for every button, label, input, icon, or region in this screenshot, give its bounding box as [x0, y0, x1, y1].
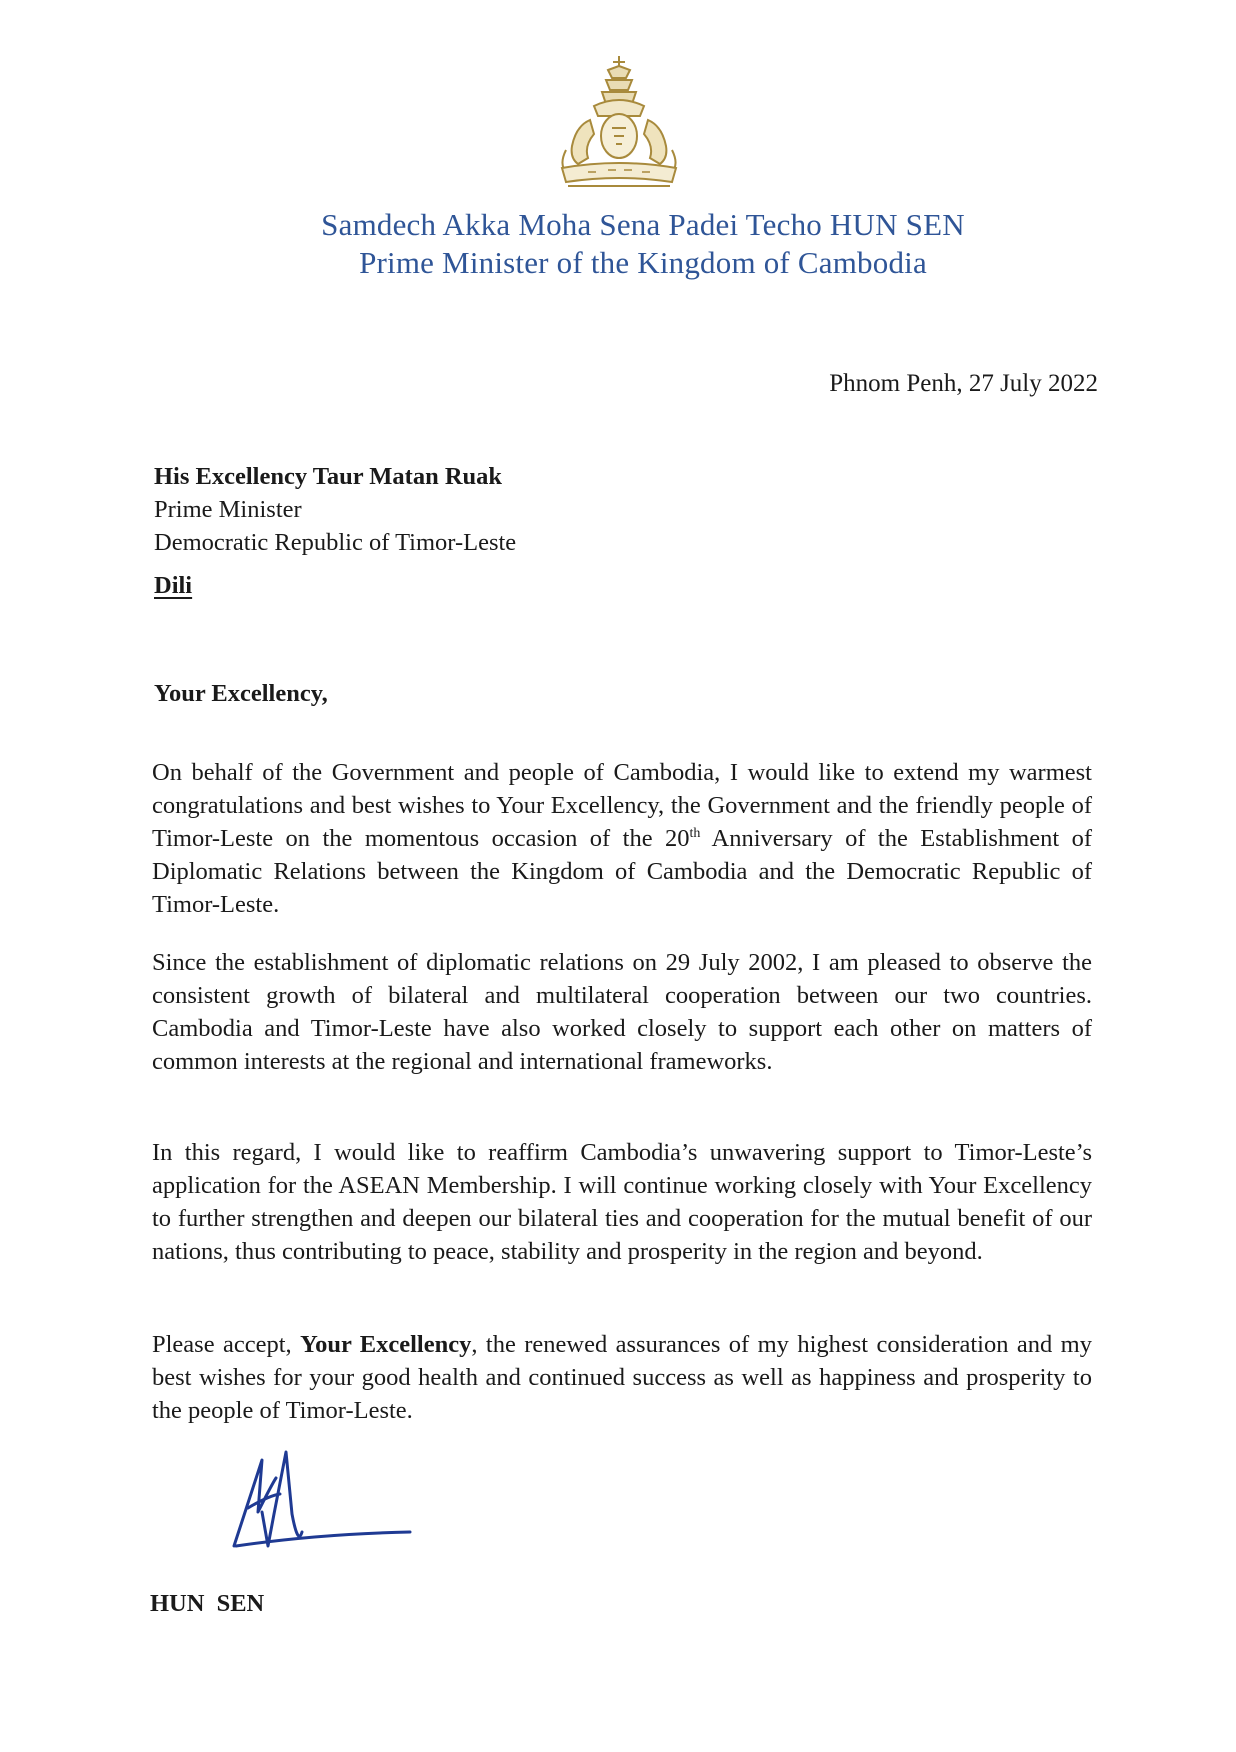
letterhead — [0, 206, 1236, 282]
paragraph-4: Please accept, Your Excellency, the renewed assurances of my highest consideration and my best wishes for your good health and continued success as well as happiness and prosperity to the people of Timor-Leste. — [152, 1331, 1092, 1424]
paragraph-1: On behalf of the Government and people of Cambodia, I would like to extend my warmest congratulations and best wishes to Your Excellency, the Government and the friendly people of Timor-Leste on the momentous occasion of the 20th Anniversary of the Establishment of Diplomatic Relations between the Kingdom of Cambodia and the Democratic Republic of Timor-Leste. — [152, 759, 1092, 918]
recipient-city: Dili — [154, 572, 193, 599]
recipient-position: Prime Minister — [154, 496, 302, 523]
paragraph-3: In this regard, I would like to reaffirm Cambodia’s unwavering support to Timor-Leste’s application for the ASEAN Membership. I will continue working closely with Your Excellency to further strengthen and deepen our bilateral ties and cooperation for the mutual benefit of our nations, thus contributing to peace, stability and prosperity in the region and beyond. — [152, 1139, 1092, 1265]
signature-icon — [228, 1450, 418, 1552]
recipient-country: Democratic Republic of Timor-Leste — [154, 529, 517, 556]
salutation: Your Excellency, — [154, 680, 328, 707]
paragraph-4-emphasis: Your Excellency — [300, 1331, 472, 1358]
sender-name: Samdech Akka Moha Sena Padei Techo HUN SEN — [321, 207, 965, 242]
sender-title: Prime Minister of the Kingdom of Cambodia — [359, 245, 927, 280]
paragraph-2: Since the establishment of diplomatic relations on 29 July 2002, I am pleased to observe the consistent growth of bilateral and multilateral cooperation between our two countries. Cambodia and Timor-Leste have also worked closely to support each other on matters of common interests at the regional and international frameworks. — [152, 949, 1092, 1075]
letter-date: Phnom Penh, 27 July 2022 — [829, 370, 1098, 397]
royal-coat-of-arms-icon — [548, 54, 690, 190]
recipient-name: His Excellency Taur Matan Ruak — [154, 463, 503, 490]
signer-name: HUN SEN — [150, 1590, 265, 1617]
ordinal-suffix: th — [689, 825, 701, 841]
recipient-address — [154, 460, 516, 602]
